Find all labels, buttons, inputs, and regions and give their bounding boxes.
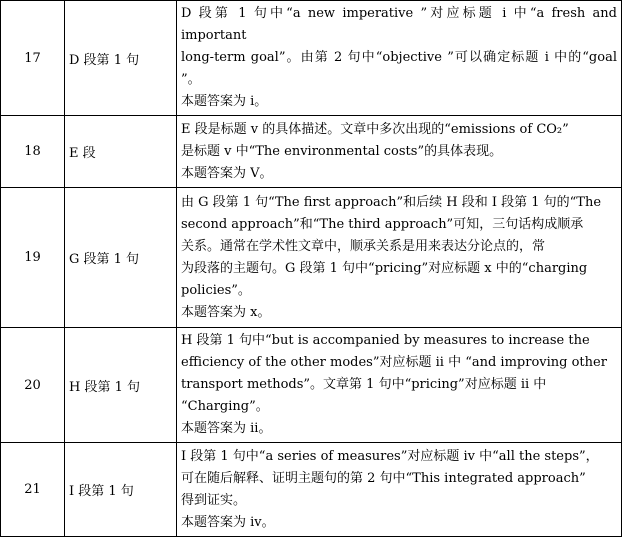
paragraph-reference: H 段第 1 句 [65,328,177,443]
explanation-line: 为段落的主题句。G 段第 1 句中“pricing”对应标题 x 中的“charging [181,260,588,276]
question-number: 17 [1,1,65,116]
explanation-line: E 段是标题 v 的具体描述。文章中多次出现的“emissions of CO₂” [181,121,569,137]
explanation-line: 由 G 段第 1 句“The first approach”和后续 H 段和 I 段第 1 句的“The [181,194,602,210]
table-row [1,443,622,537]
question-number: 20 [1,328,65,443]
explanation-line: 本题答案为 x。 [181,304,271,320]
explanation-line: 本题答案为 ii。 [181,421,272,436]
paragraph-reference: G 段第 1 句 [65,188,177,328]
explanation-line: 本题答案为 iv。 [181,514,275,530]
explanation-line: 可在随后解释、证明主题句的第 2 句中“This integrated approach” [181,470,586,486]
explanation-line: I 段第 1 句中“a series of measures”对应标题 iv 中“all the steps”， [181,448,599,464]
explanation-line: 本题答案为 i。 [181,94,268,109]
explanation-line: 得到证实。 [181,492,247,508]
explanation-line: efficiency of the other modes”对应标题 ii 中 “and improving other [181,355,607,370]
explanation-line: H 段第 1 句中“but is accompanied by measures to increase the [181,333,590,348]
explanation-cell [177,116,622,188]
table-row [1,328,622,443]
explanation-line: 是标题 v 中“The environmental costs”的具体表现。 [181,143,503,159]
table-row [1,1,622,116]
explanation-line: second approach”和“The third approach”可知，三句话构成顺承 [181,216,584,232]
explanation-line: D 段第 1 句中“a new imperative ”对应标题 i 中“a fresh and important [181,6,617,43]
table-row [1,116,622,188]
explanation-line: “Charging”。 [181,399,269,414]
explanation-cell [177,188,622,328]
question-number: 19 [1,188,65,328]
explanation-line: 本题答案为 V。 [181,165,273,181]
explanation-line: 关系。通常在学术性文章中，顺承关系是用来表达分论点的，常 [181,238,546,254]
paragraph-reference: I 段第 1 句 [65,443,177,537]
explanation-line: policies”。 [181,282,251,298]
paragraph-reference: E 段 [65,116,177,188]
explanation-line: transport methods”。文章第 1 句中“pricing”对应标题 ii 中 [181,377,547,392]
question-number: 18 [1,116,65,188]
paragraph-reference: D 段第 1 句 [65,1,177,116]
table-row [1,188,622,328]
explanation-line: long-term goal”。由第 2 句中“objective ”可以确定标题 i 中的“goal ”。 [181,50,617,87]
table-body [1,1,622,537]
explanation-cell [177,443,622,537]
explanation-cell [177,328,622,443]
explanation-cell [177,1,622,116]
question-number: 21 [1,443,65,537]
